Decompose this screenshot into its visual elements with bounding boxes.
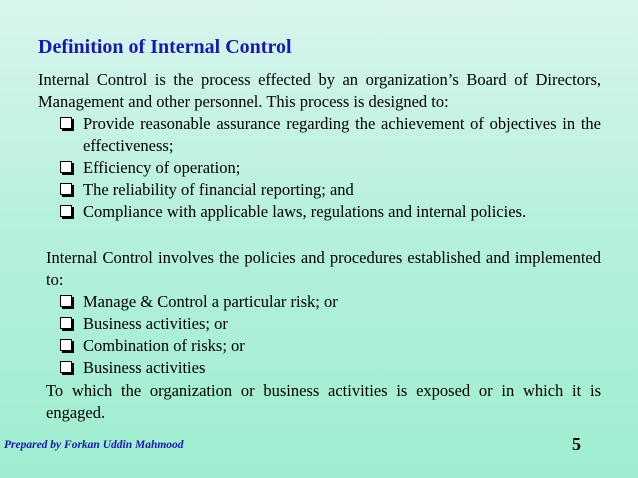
list-item bbox=[60, 157, 601, 179]
list-item-text: Compliance with applicable laws, regulations and internal policies. bbox=[83, 202, 527, 221]
list-item-text: Business activities; or bbox=[83, 314, 228, 333]
list-item bbox=[60, 201, 601, 223]
list-item bbox=[60, 335, 601, 357]
list-item bbox=[60, 357, 601, 379]
purposes-list bbox=[60, 291, 601, 379]
checkbox-bullet-icon bbox=[60, 161, 72, 173]
objectives-list bbox=[60, 113, 601, 223]
list-item bbox=[60, 313, 601, 335]
list-item bbox=[60, 291, 601, 313]
list-item-text: The reliability of financial reporting; and bbox=[83, 180, 354, 199]
list-item bbox=[60, 113, 601, 157]
list-item-text: Business activities bbox=[83, 358, 206, 377]
checkbox-bullet-icon bbox=[60, 117, 72, 129]
checkbox-bullet-icon bbox=[60, 205, 72, 217]
checkbox-bullet-icon bbox=[60, 317, 72, 329]
exposure-paragraph: To which the organization or business activities is exposed or in which it is engaged. bbox=[46, 381, 601, 422]
list-item bbox=[60, 179, 601, 201]
list-item-text: Provide reasonable assurance regarding the achievement of objectives in the effectiveness; bbox=[83, 114, 601, 155]
footer-credit: Prepared by Forkan Uddin Mahmood bbox=[4, 439, 184, 451]
involves-paragraph: Internal Control involves the policies and procedures established and implemented to: bbox=[46, 248, 601, 289]
checkbox-bullet-icon bbox=[60, 361, 72, 373]
checkbox-bullet-icon bbox=[60, 295, 72, 307]
checkbox-bullet-icon bbox=[60, 339, 72, 351]
list-item-text: Efficiency of operation; bbox=[83, 158, 241, 177]
checkbox-bullet-icon bbox=[60, 183, 72, 195]
list-item-text: Manage & Control a particular risk; or bbox=[83, 292, 338, 311]
definition-paragraph: Internal Control is the process effected by an organization’s Board of Directors, Management and other personnel. This process is designed to: bbox=[38, 70, 601, 111]
list-item-text: Combination of risks; or bbox=[83, 336, 245, 355]
page-number: 5 bbox=[572, 434, 581, 454]
slide-title: Definition of Internal Control bbox=[38, 36, 292, 58]
